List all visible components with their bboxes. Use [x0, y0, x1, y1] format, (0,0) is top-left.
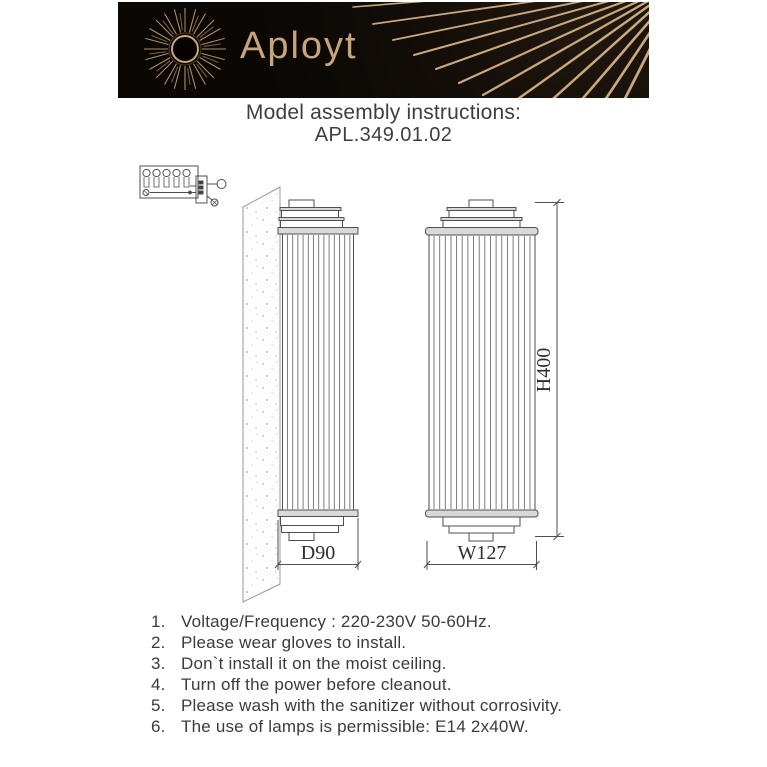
- wall-section: [243, 187, 280, 602]
- technical-drawing: [130, 156, 595, 606]
- brand-banner: [118, 2, 649, 98]
- item-text: Voltage/Frequency : 220-230V 50-60Hz.: [181, 612, 492, 631]
- list-item: [151, 632, 651, 653]
- brand-logo-text: Aployt: [240, 25, 358, 67]
- item-text: Please wash with the sanitizer without corrosivity.: [181, 696, 563, 715]
- page-title: Model assembly instructions:: [245, 101, 522, 124]
- height-label: H400: [533, 347, 555, 393]
- instruction-list: [151, 611, 651, 737]
- model-number: APL.349.01.02: [314, 124, 453, 146]
- dimension-height: [533, 199, 564, 540]
- width-label: W127: [457, 542, 507, 564]
- lamp-side-view: [278, 200, 358, 541]
- title-block: [0, 101, 767, 147]
- wiring-diagram: [140, 166, 226, 206]
- fan-rays-icon: [353, 2, 649, 98]
- item-number: 5.: [151, 696, 166, 715]
- item-text: Turn off the power before cleanout.: [181, 675, 452, 694]
- item-text: The use of lamps is permissible: E14 2x40W.: [181, 717, 529, 736]
- item-number: 1.: [151, 612, 166, 631]
- list-item: [151, 653, 651, 674]
- list-item: [151, 695, 651, 716]
- item-text: Don`t install it on the moist ceiling.: [181, 654, 447, 673]
- item-number: 2.: [151, 633, 166, 652]
- dimension-width: [424, 541, 540, 570]
- lamp-front-view: [426, 200, 539, 541]
- item-number: 3.: [151, 654, 166, 673]
- sunburst-logo-icon: [144, 8, 226, 90]
- item-text: Please wear gloves to install.: [181, 633, 407, 652]
- item-number: 4.: [151, 675, 166, 694]
- item-number: 6.: [151, 717, 166, 736]
- list-item: [151, 674, 651, 695]
- banner-art: [118, 2, 649, 98]
- list-item: [151, 611, 651, 632]
- depth-label: D90: [300, 542, 336, 564]
- list-item: [151, 716, 651, 737]
